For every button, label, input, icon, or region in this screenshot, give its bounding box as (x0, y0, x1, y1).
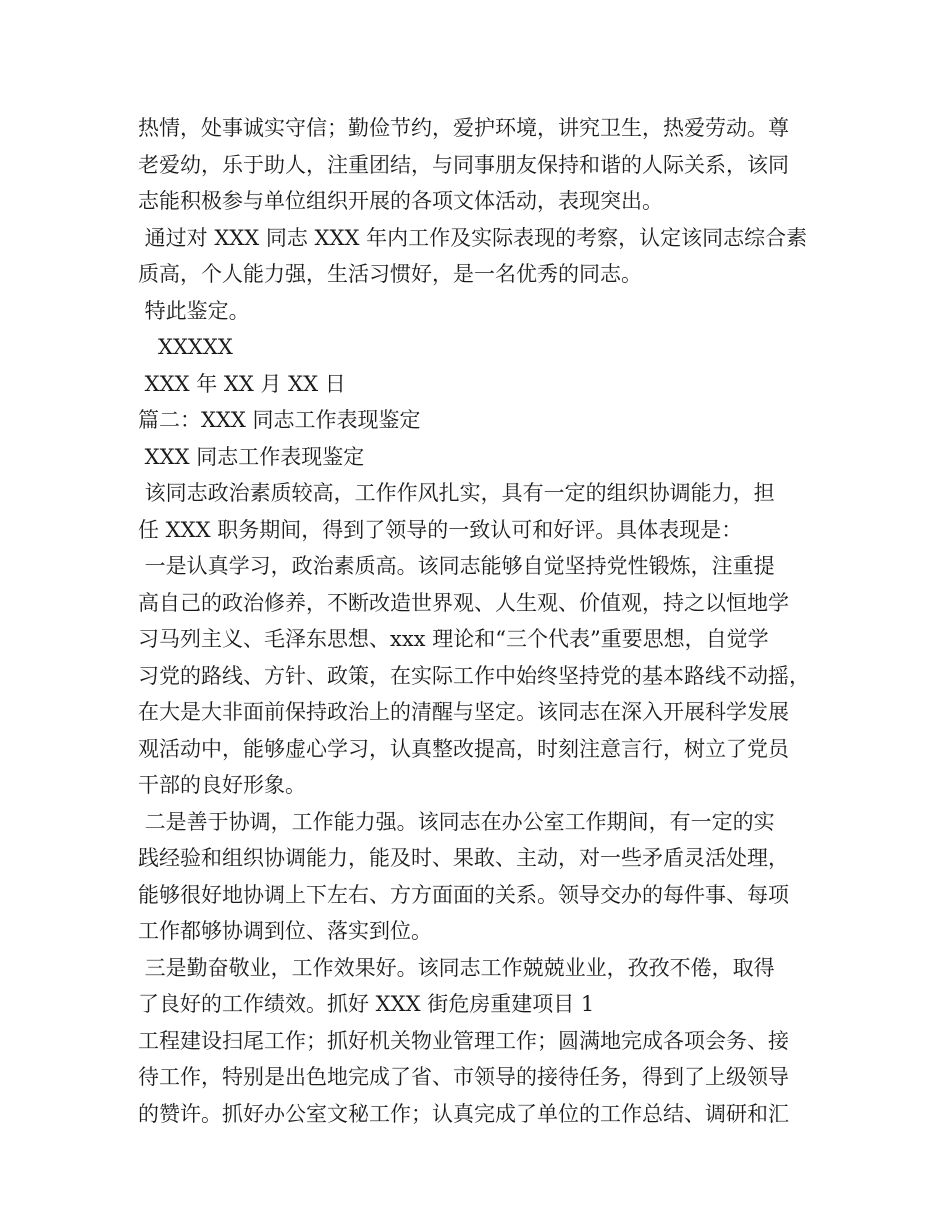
text-line: 践经验和组织协调能力，能及时、果敢、主动，对一些矛盾灵活处理， (138, 846, 789, 870)
text-line: 习马列主义、毛泽东思想、xxx 理论和“三个代表”重要思想，自觉学 (138, 627, 769, 651)
text-line: 二是善于协调，工作能力强。该同志在办公室工作期间，有一定的实 (138, 809, 775, 834)
text-line: 老爱幼，乐于助人，注重团结，与同事朋友保持和谐的人际关系，该同 (138, 152, 789, 177)
text-line: 通过对 XXX 同志 XXX 年内工作及实际表现的考察，认定该同志综合素 (138, 225, 808, 250)
text-line: 任 XXX 职务期间，得到了领导的一致认可和好评。具体表现是： (138, 517, 743, 542)
text-line: 高自己的政治修养，不断改造世界观、人生观、价值观，持之以恒地学 (138, 590, 789, 615)
text-line: 待工作，特别是出色地完成了省、市领导的接待任务，得到了上级领导 (138, 1065, 789, 1089)
text-line: 习党的路线、方针、政策，在实际工作中始终坚持党的基本路线不动摇， (138, 663, 810, 688)
text-line: 特此鉴定。 (138, 298, 250, 323)
text-line: 的赞许。抓好办公室文秘工作；认真完成了单位的工作总结、调研和汇 (138, 1101, 789, 1126)
section-title: XXX 同志工作表现鉴定 (138, 444, 365, 469)
text-line: 工作都够协调到位、落实到位。 (138, 919, 432, 943)
text-line: 三是勤奋敬业，工作效果好。该同志工作兢兢业业，孜孜不倦，取得 (138, 955, 775, 980)
text-line: 在大是大非面前保持政治上的清醒与坚定。该同志在深入开展科学发展 (138, 700, 789, 724)
text-line: 质高，个人能力强，生活习惯好，是一名优秀的同志。 (138, 262, 642, 286)
text-line: 干部的良好形象。 (138, 773, 306, 797)
section-heading: 篇二：XXX 同志工作表现鉴定 (138, 408, 421, 432)
text-line: 热情，处事诚实守信；勤俭节约，爱护环境，讲究卫生，热爱劳动。尊 (138, 116, 789, 140)
document-body (138, 110, 838, 1132)
text-line: 志能积极参与单位组织开展的各项文体活动，表现突出。 (138, 189, 663, 213)
text-line: 了良好的工作绩效。抓好 XXX 街危房重建项目 1 (138, 992, 595, 1016)
text-line: 观活动中，能够虚心学习，认真整改提高，时刻注意言行，树立了党员 (138, 736, 789, 761)
text-line: 该同志政治素质较高，工作作风扎实，具有一定的组织协调能力，担 (138, 481, 775, 505)
text-line: 能够很好地协调上下左右、方方面面的关系。领导交办的每件事、每项 (138, 882, 789, 907)
text-line: 工程建设扫尾工作；抓好机关物业管理工作；圆满地完成各项会务、接 (138, 1028, 789, 1053)
signature-date: XXX 年 XX 月 XX 日 (138, 371, 346, 396)
signature-name: XXXXX (138, 335, 233, 359)
text-line: 一是认真学习，政治素质高。该同志能够自觉坚持党性锻炼，注重提 (138, 554, 775, 578)
